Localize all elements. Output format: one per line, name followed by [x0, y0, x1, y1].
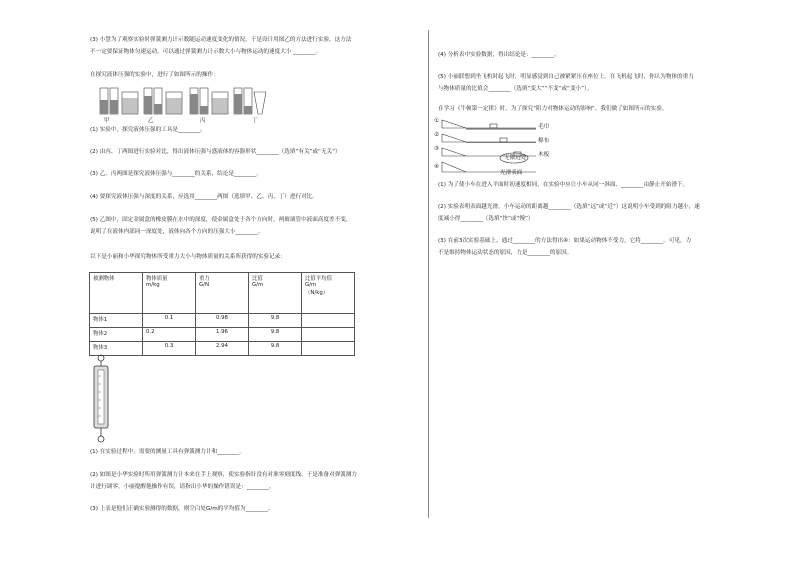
liquid-q5-line2: 说明了在液体内部同一深度处，液体向各个方向的压强大小________。 [90, 229, 264, 235]
liquid-q2: (2) 由丙、丁两图进行实验对比，得出液体压强与盛液体的容器形状________（选填“有关”或“无关”） [90, 149, 341, 155]
friction-q3-line1: (3) 在前3次实验基础上，通过________的方法得出④：如果运动物体不受力，它将________。可见，力 [438, 238, 692, 244]
column-divider [428, 30, 429, 518]
q3-intro-line1: (3) 小慧为了观察实验时弹簧测力计示数随运动速度变化的情况，于是设计用图乙的方法进行实验，这方法 [90, 37, 352, 43]
surface-label-towel: 毛巾 [538, 124, 550, 130]
table-row [90, 314, 355, 328]
friction-q2-line1: (2) 实验表明表面越光滑，小车运动的距离越________（选填“远”或“近”）这说明小车受到的阻力越小，速 [438, 204, 700, 210]
table-cell: 0.1 [143, 314, 196, 328]
table-cell [302, 328, 355, 342]
liquid-q4: (4) 要探究液体压强与深度的关系，应选用________两图（选填甲、乙、丙、丁）进行对比。 [90, 194, 318, 200]
fig-label-yi: 乙 [148, 118, 154, 124]
table-row [90, 342, 355, 356]
step-label: ② [434, 132, 440, 138]
fig-label-ding: 丁 [252, 118, 258, 124]
table-cell: 9.8 [249, 328, 302, 342]
table-cell: 2.94 [196, 342, 249, 356]
table-row [90, 328, 355, 342]
surface-label-cotton: 棉布 [538, 138, 550, 144]
table-header-row [90, 273, 355, 314]
gravity-q2-line2: 计进行调零，小丽提醒他操作有误，请指出小华的操作错误是：________。 [90, 484, 275, 490]
surface-label-infinity: 无限远处 [504, 155, 527, 161]
table-header-cell: 物体质量 m/kg [143, 273, 196, 314]
table-cell: 0.2 [143, 328, 196, 342]
liquid-q1: (1) 实验中，探究液体压强的工具是________。 [90, 127, 206, 133]
friction-q1: (1) 为了使小车在进入平面时初速度相同，在实验中应让小车从同一斜面、________由静止开始滑下。 [438, 182, 689, 188]
friction-title: 在学习《牛顿第一定律》时，为了探究“阻力对物体运动的影响”，我们做了如图所示的实验。 [438, 106, 668, 112]
table-cell [302, 314, 355, 328]
step-label: ③ [434, 146, 440, 152]
gravity-q3: (3) 上表是他们正确实验测得的数据，则空白处G/m的平均值为________。 [90, 506, 274, 512]
gravity-q5-line2: 与物体质量的比值会________（选填“变大”“不变”或“变小”）。 [438, 86, 593, 92]
table-cell: 9.8 [249, 314, 302, 328]
step-label: ④ [434, 164, 440, 170]
fig-label-bing: 丙 [200, 118, 206, 124]
friction-q3-line2: 不是维持物体运动状态的原因，力是________的原因。 [438, 250, 573, 256]
table-cell: 0.98 [196, 314, 249, 328]
table-header-cell: 比值平均值 G/m （N/kg） [302, 273, 355, 314]
table-cell: 1.96 [196, 328, 249, 342]
table-cell: 0.3 [143, 342, 196, 356]
table-cell: 物体2 [90, 328, 143, 342]
fig-label-jia: 甲 [104, 118, 110, 124]
gravity-q2-line1: (2) 如图是小华实验时所用弹簧测力计本来在手上观察，使实验指针没有对准零刻度线，于是准备对弹簧测力 [90, 472, 358, 478]
liquid-q3: (3) 乙、丙两图是探究液体压强与________的关系，结论是________。 [90, 171, 262, 177]
table-cell: 物体3 [90, 342, 143, 356]
table-cell: 9.8 [249, 342, 302, 356]
spring-scale-illustration [90, 354, 112, 444]
table-header-cell: 比值 G/m [249, 273, 302, 314]
surface-label-wood: 木板 [538, 152, 550, 158]
table-header-cell: 重力 G/N [196, 273, 249, 314]
table-header-cell: 被测物体 [90, 273, 143, 314]
gravity-q5-line1: (5) 小丽联想到坐飞机时起飞时，明显感觉到自己被紧紧压在座位上。在飞机起飞时，你认为物体的重力 [438, 74, 694, 80]
step-label: ① [434, 118, 440, 124]
table-cell [302, 342, 355, 356]
gravity-title: 以下是小丽和小华探究物体所受重力大小与物体质量的关系所获得的实验记录： [90, 254, 286, 260]
friction-q2-line2: 度减小得________（选填“快”或“慢”） [438, 216, 534, 222]
gravity-data-table [89, 272, 355, 356]
liquid-q5-line1: (5) 乙图中，固定金属盒的橡皮膜在水中的深度，使金属盒处于各个方向时，两玻璃管中液面高度差不变， [90, 217, 352, 223]
table-cell: 物体1 [90, 314, 143, 328]
q3-intro-line2: 不一定要保证物体匀速运动，可以通过弹簧测力计示数大小与物体运动的速度大小 ________。 [90, 49, 322, 55]
gravity-q4: (4) 分析表中实验数据，得出结论是：________。 [438, 52, 560, 58]
liquid-pressure-title: 在探究液体压强的实验中，进行了如图所示的操作： [90, 72, 219, 78]
gravity-q1: (1) 在实验过程中，需要的测量工具有弹簧测力计和________。 [90, 449, 246, 455]
surface-label-smooth: 光滑表面 [500, 170, 523, 176]
liquid-pressure-figure [92, 82, 268, 122]
